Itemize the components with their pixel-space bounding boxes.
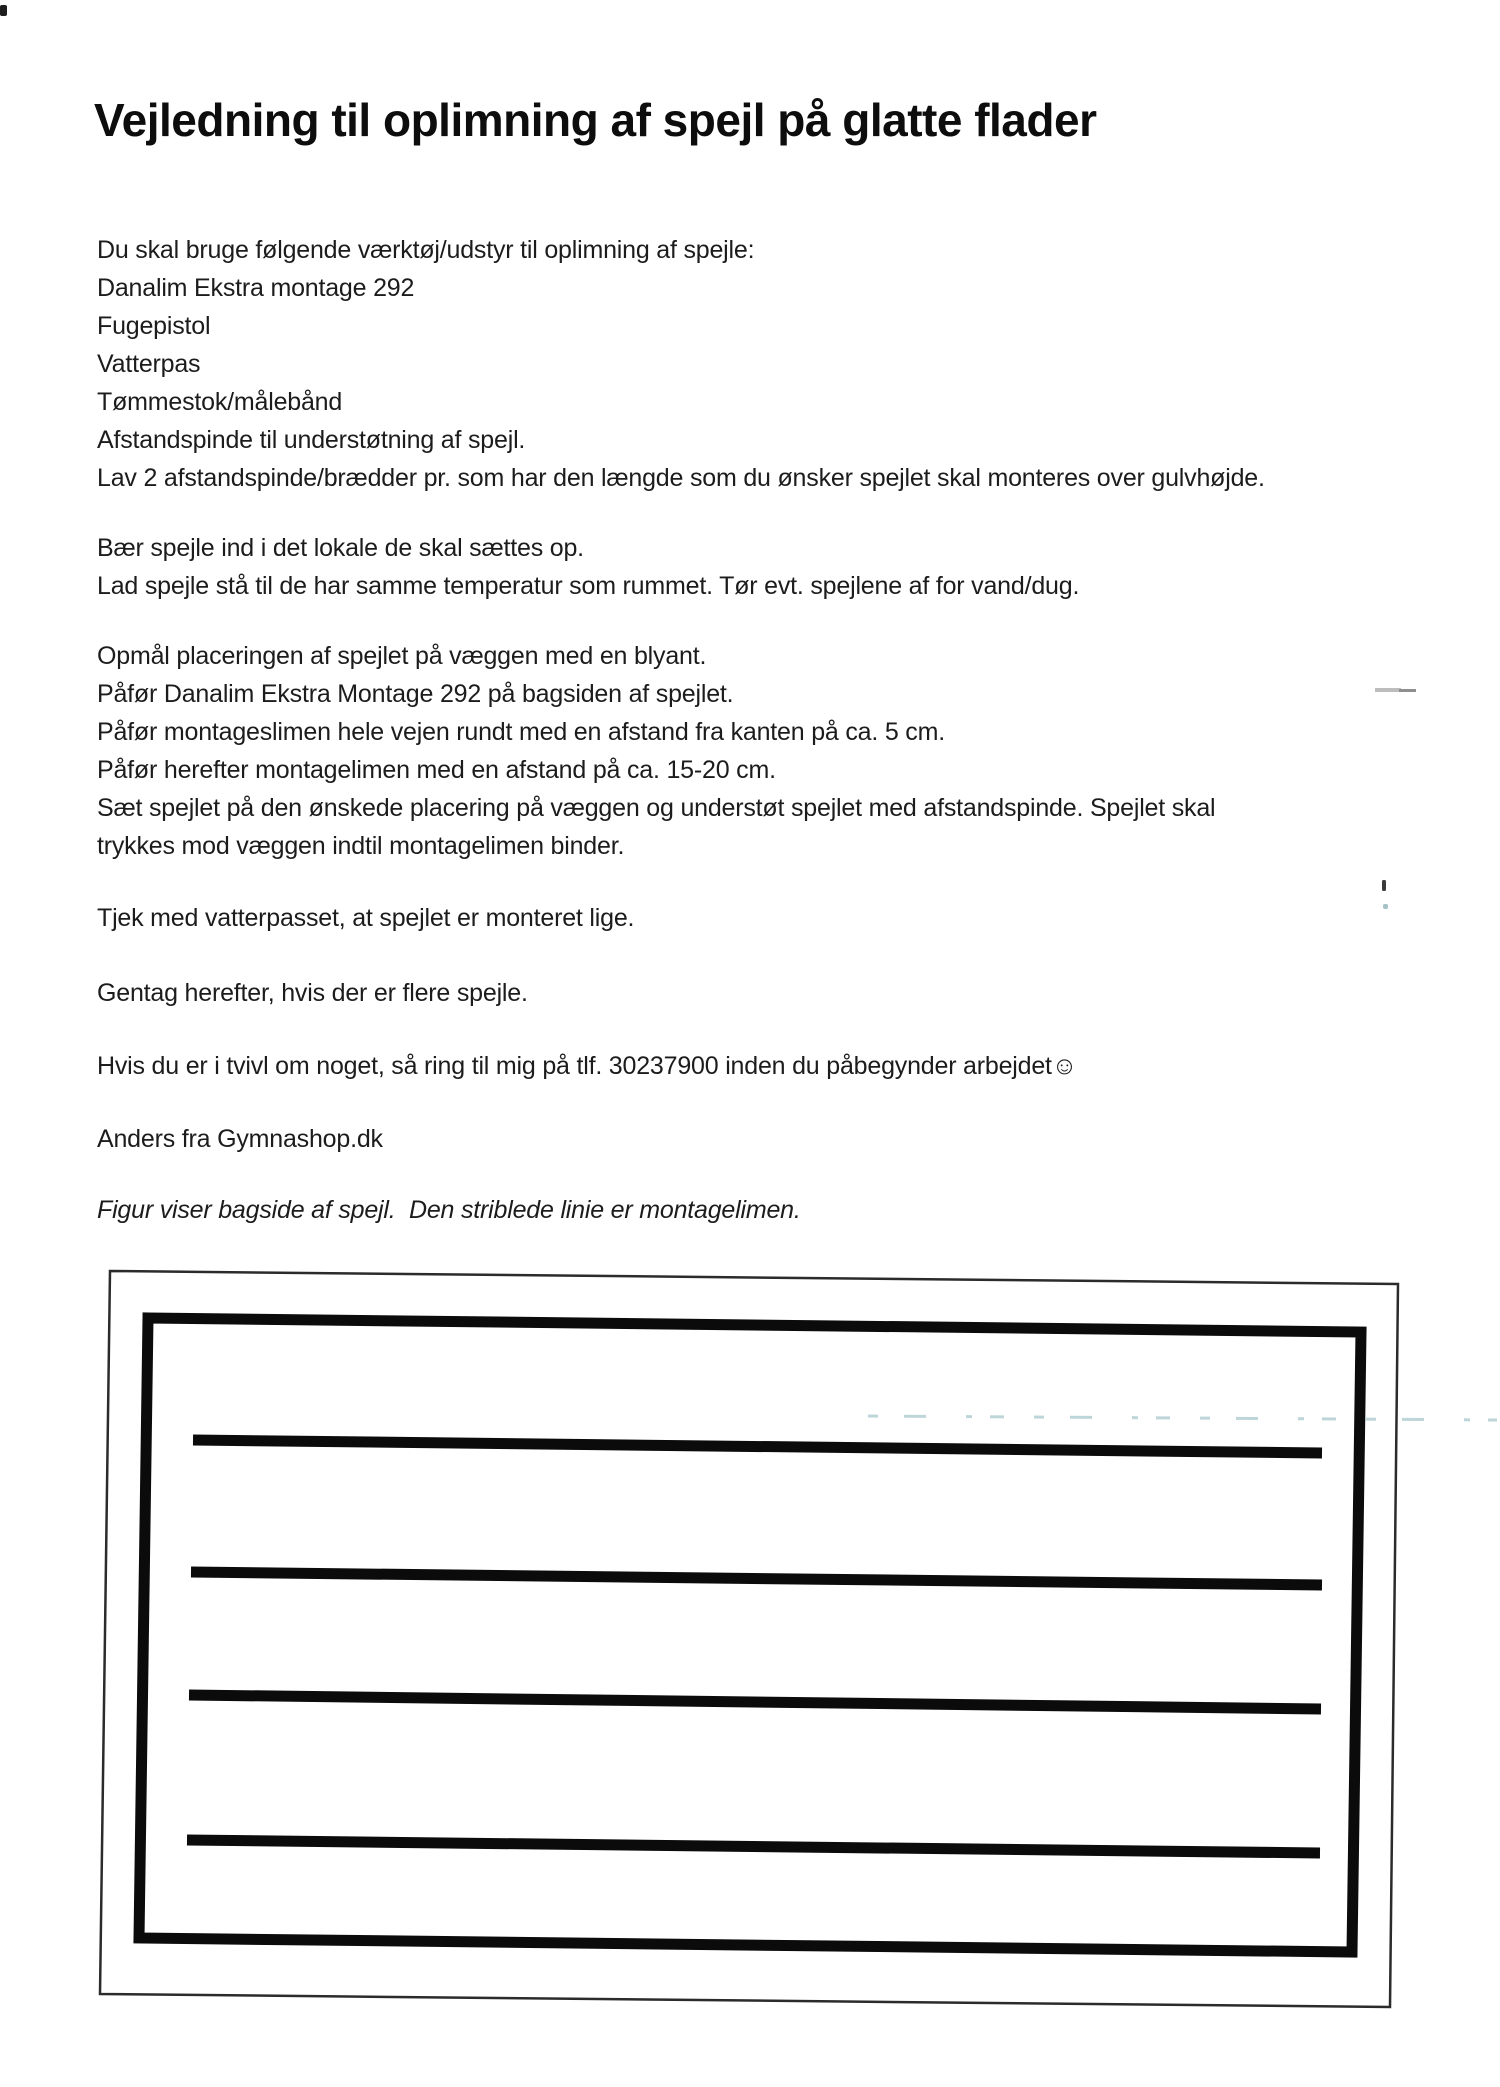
glue-bead-line-2 xyxy=(191,1572,1322,1585)
text-line: Gentag herefter, hvis der er flere spejle. xyxy=(97,979,528,1007)
paragraph-tools xyxy=(97,231,1265,497)
scan-artifact-cyan-dashes xyxy=(868,1416,1497,1420)
text-line: Tømmestok/målebånd xyxy=(97,388,343,416)
text-line: Danalim Ekstra montage 292 xyxy=(97,274,415,302)
text-line: Påfør herefter montagelimen med en afstand på ca. 15-20 cm. xyxy=(97,756,776,784)
text-line: Fugepistol xyxy=(97,312,211,340)
text-line: Sæt spejlet på den ønskede placering på væggen og understøt spejlet med afstandspinde. Spejlet skal xyxy=(97,794,1216,822)
scan-speck-tick xyxy=(1382,880,1386,891)
text-line: Lad spejle stå til de har samme temperatur som rummet. Tør evt. spejlene af for vand/dug. xyxy=(97,572,1080,600)
text-line: Afstandspinde til understøtning af spejl. xyxy=(97,426,526,454)
paragraph-carry-in xyxy=(97,529,1079,605)
figure-caption: Figur viser bagside af spejl. Den striblede linie er montagelimen. xyxy=(97,1196,801,1224)
page-title: Vejledning til oplimning af spejl på glatte flader xyxy=(94,94,1097,146)
text-line: Påfør Danalim Ekstra Montage 292 på bagsiden af spejlet. xyxy=(97,680,734,708)
glue-bead-line-1 xyxy=(193,1440,1322,1453)
text-line: Opmål placeringen af spejlet på væggen med en blyant. xyxy=(97,642,707,670)
glue-bead-line-4 xyxy=(187,1840,1320,1853)
paragraph-mounting-steps xyxy=(97,637,1215,865)
text-line: Lav 2 afstandspinde/brædder pr. som har den længde som du ønsker spejlet skal monteres over gulvhøjde. xyxy=(97,464,1265,492)
paragraph-signature xyxy=(97,1120,383,1158)
text-line: Anders fra Gymnashop.dk xyxy=(97,1125,383,1153)
text-line: Bær spejle ind i det lokale de skal sættes op. xyxy=(97,534,584,562)
text-line: Vatterpas xyxy=(97,350,201,378)
figure-frame-outline xyxy=(100,1271,1398,2007)
scan-speck-dash xyxy=(1399,689,1416,692)
text-line: Påfør montageslimen hele vejen rundt med en afstand fra kanten på ca. 5 cm. xyxy=(97,718,945,746)
text-line: Tjek med vatterpasset, at spejlet er monteret lige. xyxy=(97,904,635,932)
scan-speck-corner xyxy=(0,5,7,16)
scan-speck-cyan-dot xyxy=(1383,904,1388,909)
paragraph-contact xyxy=(97,1047,1077,1085)
glue-bead-line-3 xyxy=(189,1695,1321,1709)
glue-perimeter-line xyxy=(139,1318,1361,1952)
scan-speck-smudge xyxy=(1375,688,1401,692)
text-line: trykkes mod væggen indtil montagelimen binder. xyxy=(97,832,625,860)
text-line: Hvis du er i tvivl om noget, så ring til mig på tlf. 30237900 inden du påbegynder arbejdet☺ xyxy=(97,1052,1078,1080)
paragraph-repeat xyxy=(97,974,528,1012)
text-line: Du skal bruge følgende værktøj/udstyr til oplimning af spejle: xyxy=(97,236,755,264)
paragraph-check-level xyxy=(97,899,634,937)
